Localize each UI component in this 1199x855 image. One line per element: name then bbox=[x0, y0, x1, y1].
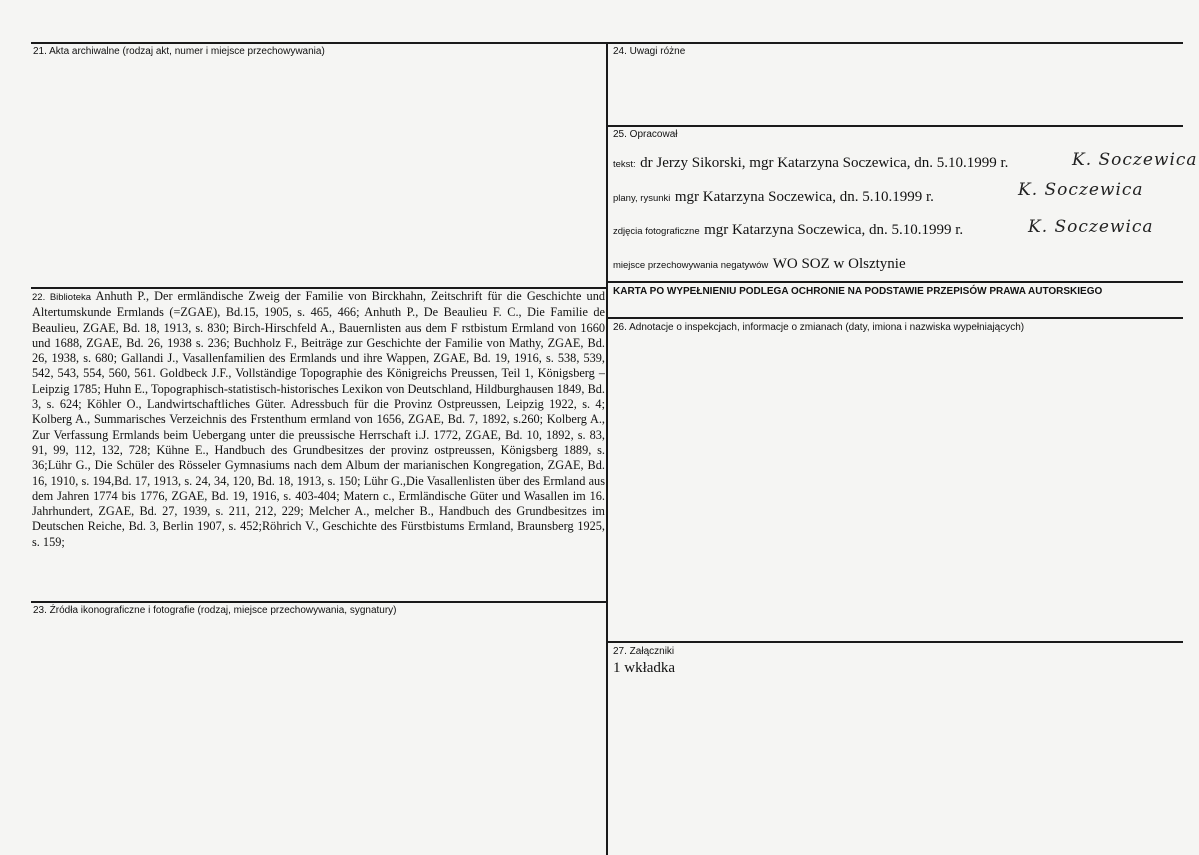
zdjecia-value: mgr Katarzyna Soczewica, dn. 5.10.1999 r. bbox=[704, 222, 964, 238]
miejsce-value: WO SOZ w Olsztynie bbox=[772, 256, 906, 272]
rule-22-23 bbox=[31, 601, 606, 603]
section-24-label: 24. Uwagi różne bbox=[613, 46, 686, 57]
plany-row bbox=[613, 188, 934, 206]
tekst-row bbox=[613, 154, 1008, 172]
section-26-label: 26. Adnotacje o inspekcjach, informacje o zmianach (daty, imiona i nazwiska wypełniających) bbox=[613, 322, 1025, 333]
section-22-label: 22. Biblioteka bbox=[32, 292, 92, 303]
section-22-bibliography bbox=[32, 289, 605, 594]
miejsce-row bbox=[613, 255, 906, 273]
center-divider bbox=[606, 42, 608, 855]
miejsce-label: miejsce przechowywania negatywów bbox=[613, 260, 769, 271]
signature-zdjecia: K. Soczewica bbox=[1028, 217, 1154, 237]
signature-plany: K. Soczewica bbox=[1018, 180, 1144, 200]
copyright-notice: KARTA PO WYPEŁNIENIU PODLEGA OCHRONIE NA PODSTAWIE PRZEPISÓW PRAWA AUTORSKIEGO bbox=[613, 286, 1103, 297]
tekst-label: tekst: bbox=[613, 159, 636, 170]
rule-25-notice bbox=[606, 281, 1183, 283]
section-22-text: Anhuth P., Der ermländische Zweig der Familie von Birckhahn, Zeitschrift für die Geschichte und Altertumskunde Ermlands (=ZGAE), Bd.15, 1905, s. 465, 466; Anhuth P., De Beaulieu F. C., Die Familie de Beaulieu, ZGAE, Bd. 18, 1913, s. 830; Birch-Hirschfeld A., Bauernlisten aus dem F rstbistum Ermland von 1660 und 1688, ZGAE, Bd. 26, 1938 s. 236; Buchholz F., Beiträge zur Geschichte der Familie von Mathy, ZGAE, Bd. 26, 1938, s. 680; Gallandi J., Vasallenfamilien des Ermlands und ihre Wappen, ZGAE, Bd. 19, 1916, s. 538, 539, 542, 543, 554, 560, 561. Goldbeck J.F., Vollständige Topographie des Königreichs Preussen, Teil 1, Königsberg –Leipzig 1785; Huhn E., Topographisch-statistisch-historisches Lexikon von Deutschland, Hildburghausen 1849, Bd. 3, s. 624; Köhler O., Landwirtschaftliches Güter. Adressbuch für die Provinz Ostpreussen, Leipzig 1922, s. 4; Kolberg A., Summarisches Verzeichnis des Frstenthum ermland von 1656, ZGAE, Bd. 7, 1892, s.260; Kolberg A., Zur Verfassung Ermlands beim Uebergang unter die preussische Herrschaft i.J. 1772, ZGAE, Bd. 10, 1892, s. 83, 91, 99, 112, 132, 728; Kühne E., Handbuch des Grundbesitzes der provinz ostpreussen, Königsberg 1889, s. 36;Lühr G., Die Schüler des Rösseler Gymnasiums nach dem Album der marianischen Kongregation, ZGAE, Bd. 16, 1910, s. 194,Bd. 17, 1913, s. 24, 34, 120, Bd. 18, 1913, s. 150; Lühr G.,Die Vasallenlisten über des Ermland aus dem Jahren 1774 bis 1776, ZGAE, Bd. 19, 1916, s. 403-404; Matern c., Ermländische Güter und Wasallen im 16. Jahrhundert, ZGAE, Bd. 27, 1939, s. 211, 212, 229; Melcher A., melcher B., Handbuch des Grundbesitzes im Deutschen Reiche, Bd. 3, Berlin 1907, s. 452;Röhrich V., Geschichte des Fürstbistums Ermland, Braunsberg 1925, s. 159; bbox=[32, 289, 605, 549]
section-23-label: 23. Źródła ikonograficzne i fotografie (rodzaj, miejsce przechowywania, sygnatury) bbox=[33, 605, 397, 616]
tekst-value: dr Jerzy Sikorski, mgr Katarzyna Soczewica, dn. 5.10.1999 r. bbox=[640, 155, 1009, 171]
rule-26-27 bbox=[606, 641, 1183, 643]
signature-tekst: K. Soczewica bbox=[1072, 150, 1198, 170]
rule-24-25 bbox=[606, 125, 1183, 127]
zdjecia-label: zdjęcia fotograficzne bbox=[613, 226, 700, 237]
section-27-label: 27. Załączniki bbox=[613, 646, 675, 657]
section-27-value: 1 wkładka bbox=[613, 660, 676, 676]
zdjecia-row bbox=[613, 221, 963, 239]
section-25-label: 25. Opracował bbox=[613, 129, 678, 140]
section-21-label: 21. Akta archiwalne (rodzaj akt, numer i miejsce przechowywania) bbox=[33, 46, 325, 57]
plany-value: mgr Katarzyna Soczewica, dn. 5.10.1999 r. bbox=[674, 189, 934, 205]
rule-notice-26 bbox=[606, 317, 1183, 319]
plany-label: plany, rysunki bbox=[613, 193, 671, 204]
